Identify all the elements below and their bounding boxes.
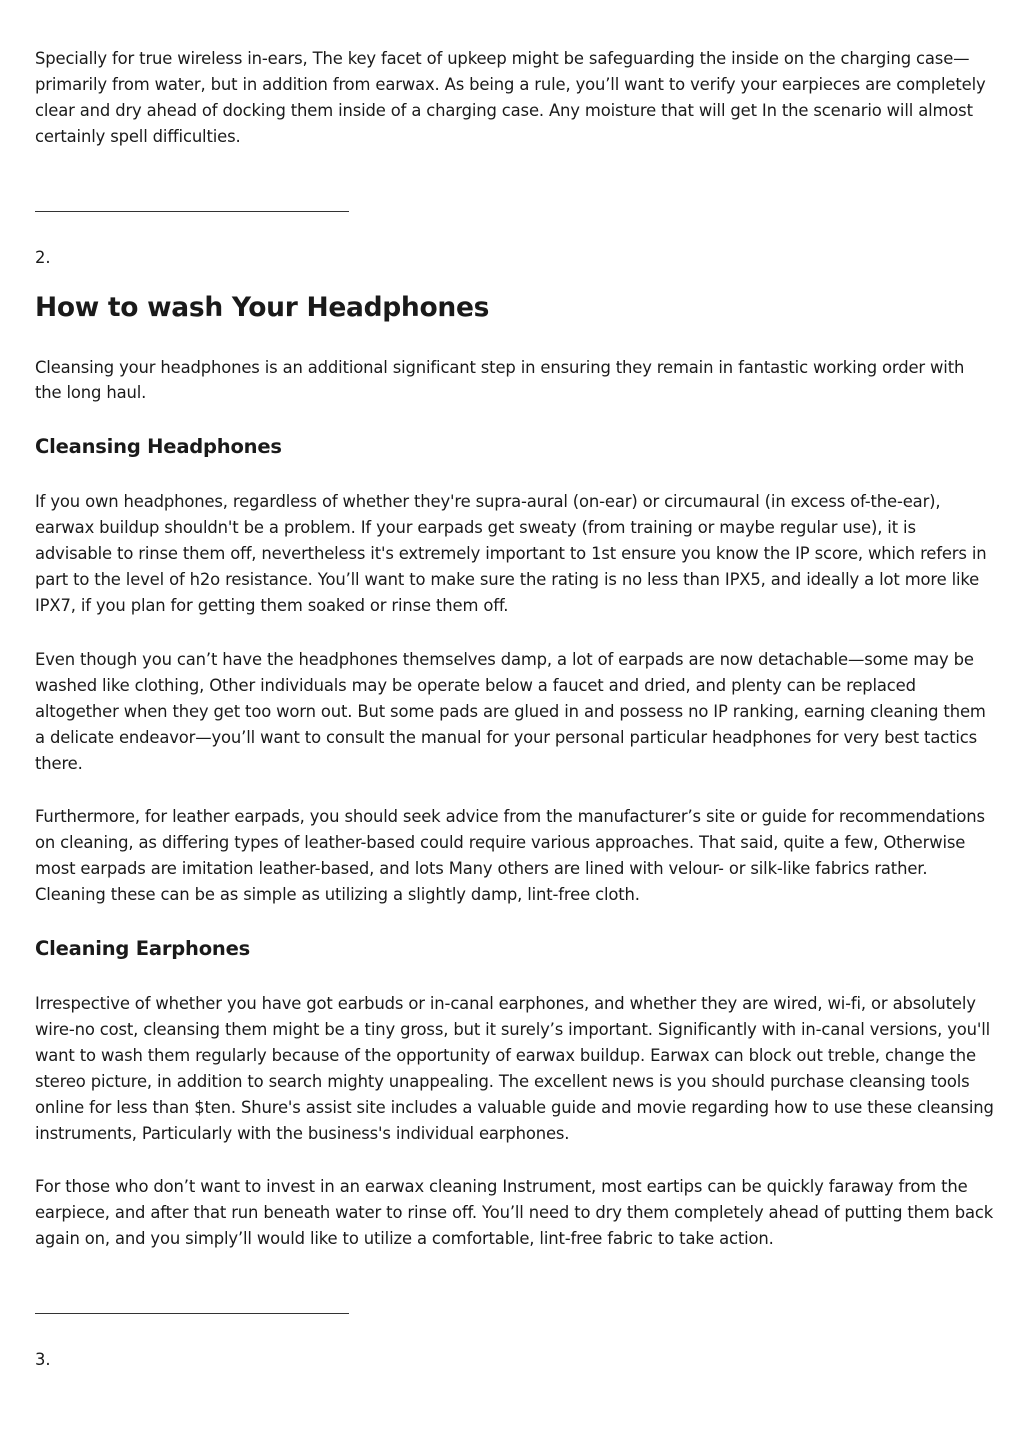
section-divider [35, 1313, 349, 1314]
headphones-paragraph-2: Even though you can’t have the headphones themselves damp, a lot of earpads are now detachable—some may be washed like clothing, Other individuals may be operate below a faucet and dried, and plenty can be replaced altogether when they get too worn out. But some pads are glued in and possess no IP ranking, earning cleaning them a delicate endeavor—you’ll want to consult the manual for your personal particular headphones for very best tactics there. [35, 649, 986, 773]
cleaning-earphones-heading: Cleaning Earphones [35, 937, 251, 961]
headphones-paragraph-3: Furthermore, for leather earpads, you should seek advice from the manufacturer’s site or guide for recommendations on cleaning, as differing types of leather-based could require various approaches. That said, quite a few, Otherwise most earpads are imitation leather-based, and lots Many others are lined with velour- or silk-like fabrics rather. Cleaning these can be as simple as utilizing a slightly damp, lint-free cloth. [35, 807, 985, 905]
section-number: 2. [35, 247, 51, 267]
earphones-paragraph-2: For those who don’t want to invest in an earwax cleaning Instrument, most eartips can be quickly faraway from the earpiece, and after that run beneath water to rinse off. You’ll need to dry them completely ahead of putting them back again on, and you simply’ll would like to utilize a comfortable, lint-free fabric to take action. [35, 1177, 994, 1249]
intro-paragraph: Specially for true wireless in-ears, The key facet of upkeep might be safeguarding the inside on the charging case—primarily from water, but in addition from earwax. As being a rule, you’ll want to verify your earpieces are completely clear and dry ahead of docking them inside of a charging case. Any moisture that will get In the scenario will almost certainly spell difficulties. [35, 49, 986, 146]
cleansing-headphones-heading: Cleansing Headphones [35, 435, 282, 459]
earphones-paragraph-1: Irrespective of whether you have got earbuds or in-canal earphones, and whether they are wired, wi-fi, or absolutely wire-no cost, cleansing them might be a tiny gross, but it surely’s important. Significantly with in-canal versions, you'll want to wash them regularly because of the opportunity of earwax buildup. Earwax can block out treble, change the stereo picture, in addition to search mighty unappealing. The excellent news is you should purchase cleansing tools online for less than $ten. Shure's assist site includes a valuable guide and movie regarding how to use these cleansing instruments, Particularly with the business's individual earphones. [35, 994, 994, 1143]
document-page [35, 46, 995, 1373]
section-number: 3. [35, 1350, 51, 1370]
section-title: How to wash Your Headphones [35, 291, 490, 323]
section-intro-paragraph: Cleansing your headphones is an additional significant step in ensuring they remain in fantastic working order with the long haul. [35, 357, 965, 403]
headphones-paragraph-1: If you own headphones, regardless of whether they're supra-aural (on-ear) or circumaural (in excess of-the-ear), earwax buildup shouldn't be a problem. If your earpads get sweaty (from training or maybe regular use), it is advisable to rinse them off, nevertheless it's extremely important to 1st ensure you know the IP score, which refers in part to the level of h2o resistance. You’ll want to make sure the rating is no less than IPX5, and ideally a lot more like IPX7, if you plan for getting them soaked or rinse them off. [35, 492, 987, 615]
section-divider [35, 211, 349, 212]
